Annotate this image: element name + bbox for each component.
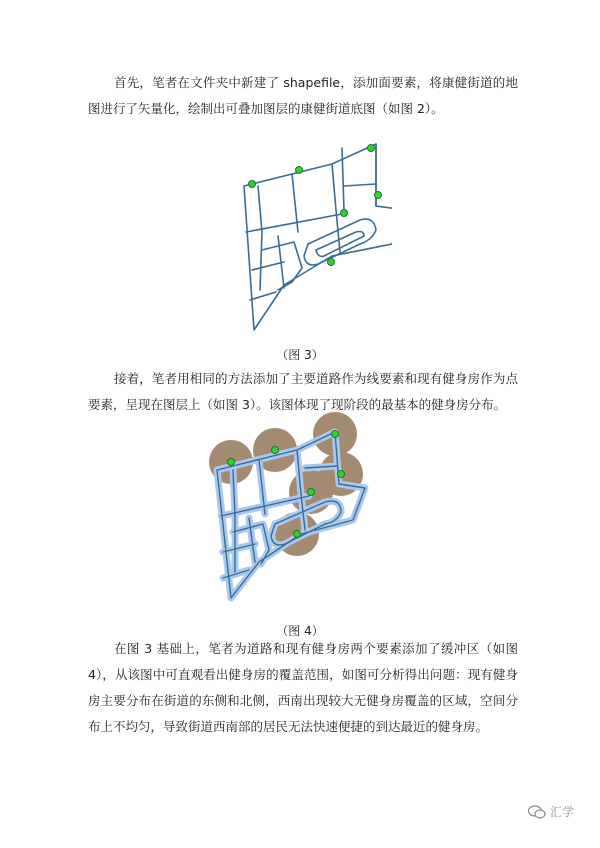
gym-points: [249, 145, 382, 266]
gym-point: [228, 459, 235, 466]
gym-point: [296, 167, 303, 174]
district-boundary: [244, 144, 392, 330]
paragraph-3: 在图 3 基础上，笔者为道路和现有健身房两个要素添加了缓冲区（如图 4），从该图中可直观看出健身房的覆盖范围，如图可分析得出问题：现有健身房主要分布在街道的东侧和北侧，西南出现较大无健身房覆盖的区域，空间分布上不均匀，导致街道西南部的居民无法快速便捷的到达最近的健身房。: [88, 641, 518, 734]
wechat-icon: [528, 805, 546, 819]
watermark: [528, 803, 574, 820]
figure-4-buffer-map: [205, 412, 370, 602]
gym-point: [332, 431, 339, 438]
figure-3-caption: （图 3）: [276, 348, 324, 362]
gym-point: [338, 471, 345, 478]
paragraph-1: 首先，笔者在文件夹中新建了 shapefile，添加面要素，将康健街道的地图进行了矢量化，绘制出可叠加图层的康健街道底图（如图 2）。: [88, 75, 518, 116]
gym-point: [368, 145, 375, 152]
gym-point: [294, 531, 301, 538]
gym-point: [308, 489, 315, 496]
gym-point: [272, 447, 279, 454]
gym-point: [249, 181, 256, 188]
gym-point: [341, 210, 348, 217]
paragraph-2: 接着，笔者用相同的方法添加了主要道路作为线要素和现有健身房作为点要素，呈现在图层上（如图 3）。该图体现了现阶段的最基本的健身房分布。: [88, 371, 518, 412]
figure-4-caption: （图 4）: [276, 624, 324, 638]
figure-3-road-map: [232, 140, 392, 340]
gym-point: [375, 192, 382, 199]
watermark-text: 汇学: [549, 805, 574, 819]
gym-point: [328, 259, 335, 266]
